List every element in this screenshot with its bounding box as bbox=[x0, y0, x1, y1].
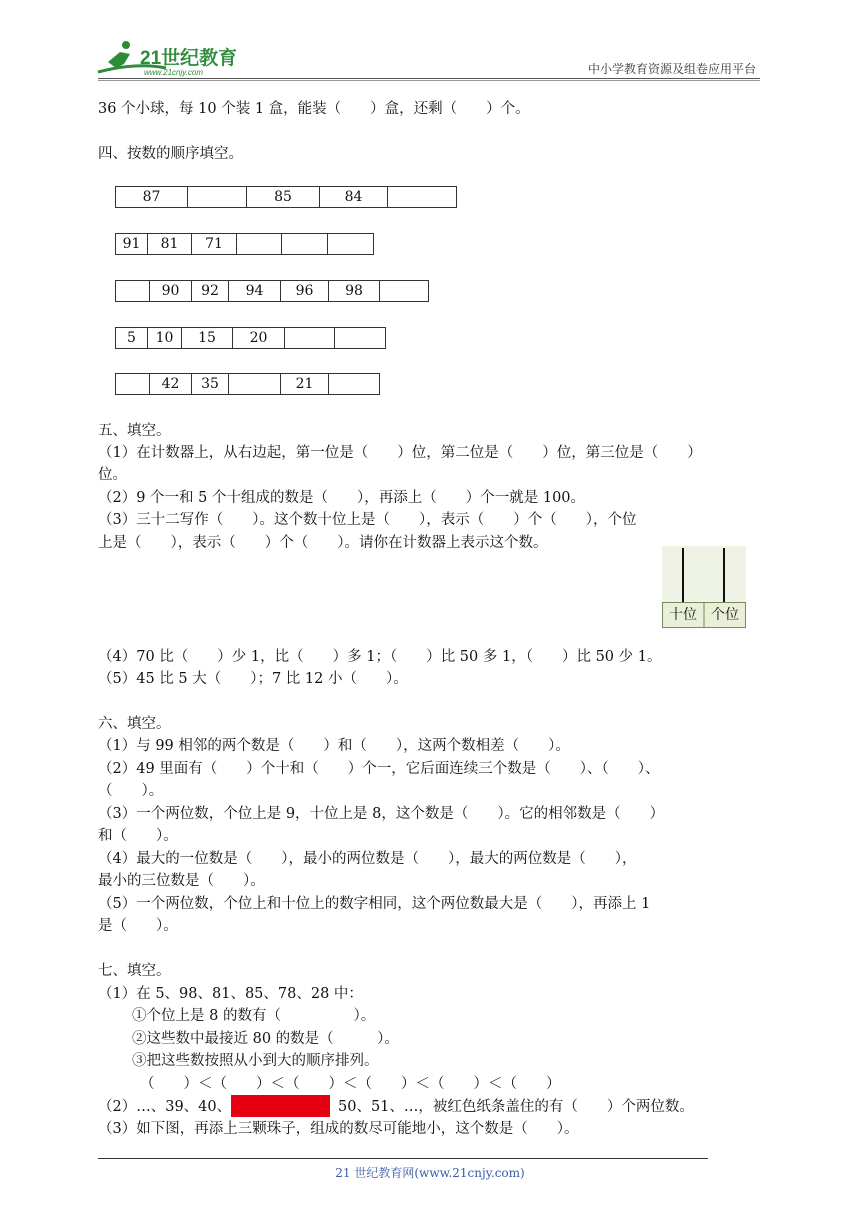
question-7-1-b: ②这些数中最接近 80 的数是（ ）。 bbox=[132, 1031, 399, 1047]
question-6-4: （4）最大的一位数是（ ），最小的两位数是（ ），最大的两位数是（ ）， bbox=[98, 851, 637, 867]
seq-cell: 84 bbox=[320, 187, 388, 208]
question-6-5-cont: 是（ ）。 bbox=[98, 918, 178, 934]
seq-cell: 96 bbox=[281, 281, 329, 302]
question-7-1-c: ③把这些数按照从小到大的顺序排列。 bbox=[132, 1053, 379, 1069]
sequence-table-5 bbox=[115, 373, 380, 395]
seq-cell: 10 bbox=[148, 328, 182, 349]
question-7-2-end: 50、51、…，被红色纸条盖住的有（ ）个两位数。 bbox=[338, 1099, 694, 1115]
ordering-blanks: （ ）＜（ ）＜（ ）＜（ ）＜（ ）＜（ ） bbox=[140, 1076, 561, 1092]
section5-title: 五、填空。 bbox=[98, 423, 171, 439]
seq-cell: 5 bbox=[116, 328, 148, 349]
platform-name: 中小学教育资源及组卷应用平台 bbox=[587, 62, 756, 76]
seq-cell: 81 bbox=[148, 234, 192, 255]
question-6-2: （2）49 里面有（ ）个十和（ ）个一，它后面连续三个数是（ ）、（ ）、 bbox=[98, 761, 660, 777]
sequence-table-3 bbox=[115, 280, 429, 302]
question-7-2-start: （2）…、39、40、 bbox=[98, 1099, 232, 1115]
question-7-1: （1）在 5、98、81、85、78、28 中： bbox=[98, 986, 363, 1002]
question-6-3: （3）一个两位数，个位上是 9，十位上是 8，这个数是（ ）。它的相邻数是（ ） bbox=[98, 806, 665, 822]
red-paper-strip bbox=[231, 1095, 330, 1117]
seq-cell: 21 bbox=[281, 374, 329, 395]
question-5-1: （1）在计数器上，从右边起，第一位是（ ）位，第二位是（ ）位，第三位是（ ） bbox=[98, 445, 702, 461]
section7-title: 七、填空。 bbox=[98, 963, 171, 979]
abacus-ones-label: 个位 bbox=[711, 607, 739, 623]
seq-cell-blank[interactable] bbox=[380, 281, 429, 302]
seq-cell-blank[interactable] bbox=[188, 187, 247, 208]
section4-title: 四、按数的顺序填空。 bbox=[98, 146, 243, 162]
logo-text: 21世纪教育 bbox=[140, 48, 238, 69]
seq-cell: 90 bbox=[150, 281, 192, 302]
seq-cell-blank[interactable] bbox=[329, 374, 380, 395]
seq-cell-blank[interactable] bbox=[285, 328, 335, 349]
seq-cell-blank[interactable] bbox=[335, 328, 386, 349]
seq-cell: 15 bbox=[182, 328, 233, 349]
question-7-3: （3）如下图，再添上三颗珠子，组成的数尽可能地小，这个数是（ ）。 bbox=[98, 1121, 579, 1137]
question-6-3-cont: 和（ ）。 bbox=[98, 828, 178, 844]
question-5-2: （2）9 个一和 5 个十组成的数是（ ），再添上（ ）个一就是 100。 bbox=[98, 490, 586, 506]
seq-cell-blank[interactable] bbox=[328, 234, 374, 255]
sequence-table-2 bbox=[115, 233, 374, 255]
seq-cell: 20 bbox=[233, 328, 285, 349]
header-divider-thin bbox=[98, 80, 760, 81]
seq-cell: 91 bbox=[116, 234, 148, 255]
seq-cell: 98 bbox=[329, 281, 380, 302]
footer-text[interactable]: 21 世纪教育网(www.21cnjy.com) bbox=[335, 1166, 525, 1180]
question-5-1-cont: 位。 bbox=[98, 467, 127, 483]
site-logo bbox=[96, 38, 266, 78]
seq-cell-blank[interactable] bbox=[229, 374, 281, 395]
question-6-2-cont: （ ）。 bbox=[98, 783, 164, 799]
intro-question: 36 个小球，每 10 个装 1 盒，能装（ ）盒，还剩（ ）个。 bbox=[98, 101, 530, 117]
seq-cell-blank[interactable] bbox=[388, 187, 457, 208]
runner-logo-icon bbox=[96, 38, 266, 78]
question-5-3: （3）三十二写作（ ）。这个数十位上是（ ），表示（ ）个（ ），个位 bbox=[98, 512, 637, 528]
sequence-table-1 bbox=[115, 186, 457, 208]
seq-cell: 35 bbox=[192, 374, 229, 395]
seq-cell: 94 bbox=[229, 281, 281, 302]
section6-title: 六、填空。 bbox=[98, 716, 171, 732]
question-5-4: （4）70 比（ ）少 1，比（ ）多 1；（ ）比 50 多 1，（ ）比 50 少 1。 bbox=[98, 649, 662, 665]
logo-url: www.21cnjy.com bbox=[144, 68, 203, 77]
seq-cell: 42 bbox=[150, 374, 192, 395]
question-6-5: （5）一个两位数，个位上和十位上的数字相同，这个两位数最大是（ ），再添上 1 bbox=[98, 896, 651, 912]
sequence-table-4 bbox=[115, 327, 386, 349]
seq-cell: 87 bbox=[116, 187, 188, 208]
question-5-5: （5）45 比 5 大（ ）；7 比 12 小（ ）。 bbox=[98, 671, 408, 687]
seq-cell: 92 bbox=[192, 281, 229, 302]
question-7-1-a: ①个位上是 8 的数有（ ）。 bbox=[132, 1008, 376, 1024]
abacus-counter[interactable] bbox=[662, 546, 746, 628]
question-6-1: （1）与 99 相邻的两个数是（ ）和（ ），这两个数相差（ ）。 bbox=[98, 738, 570, 754]
seq-cell-blank[interactable] bbox=[237, 234, 282, 255]
seq-cell-blank[interactable] bbox=[116, 374, 150, 395]
seq-cell-blank[interactable] bbox=[116, 281, 150, 302]
abacus-tens-label: 十位 bbox=[669, 607, 697, 623]
seq-cell: 71 bbox=[192, 234, 237, 255]
seq-cell-blank[interactable] bbox=[282, 234, 328, 255]
question-6-4-cont: 最小的三位数是（ ）。 bbox=[98, 873, 265, 889]
header-divider bbox=[98, 78, 760, 79]
question-5-3-cont: 上是（ ），表示（ ）个（ ）。请你在计数器上表示这个数。 bbox=[98, 535, 548, 551]
seq-cell: 85 bbox=[247, 187, 320, 208]
footer-divider bbox=[98, 1158, 708, 1159]
